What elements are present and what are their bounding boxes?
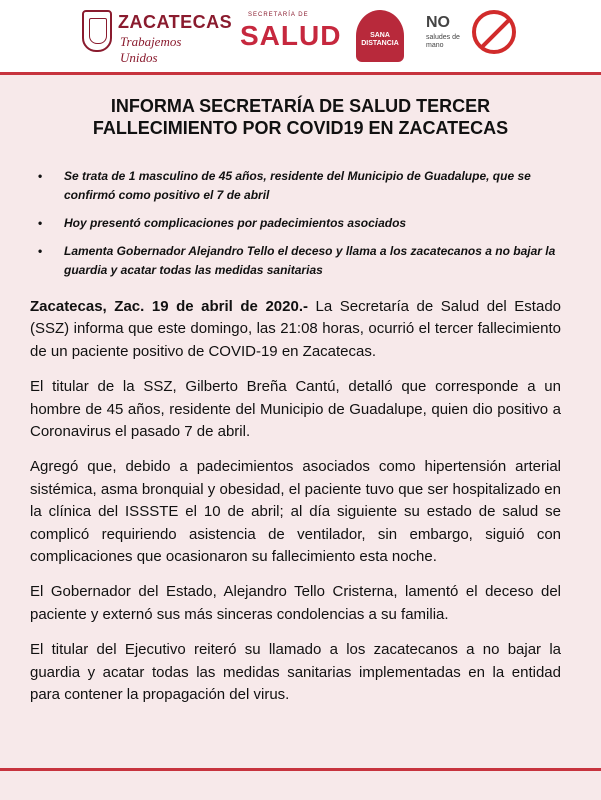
salud-logo-main: SALUD — [240, 20, 342, 51]
dateline: Zacatecas, Zac. 19 de abril de 2020.- — [30, 298, 308, 315]
bullet-item: • Hoy presentó complicaciones por padecimientos asociados — [38, 214, 568, 233]
paragraph-1-text: La Secretaría de Salud del Estado (SSZ) informa que este domingo, las 21:08 horas, ocurrió el tercer fallecimiento de un paciente positivo de COVID-19 en Zacatecas. — [30, 298, 561, 360]
title-line-2: FALLECIMIENTO POR COVID19 EN ZACATECAS — [92, 118, 509, 138]
coat-of-arms-icon — [82, 10, 112, 52]
paragraph-2: El titular de la SSZ, Gilberto Breña Cantú, detalló que corresponde a un hombre de 45 años, residente del Municipio de Guadalupe, quien dio positivo a Coronavirus el pasado 7 de abril. — [30, 378, 561, 441]
page-title — [30, 95, 571, 139]
header-divider — [0, 72, 601, 75]
bullet-item: • Se trata de 1 masculino de 45 años, residente del Municipio de Guadalupe, que se confirmó como positivo el 7 de abril — [38, 167, 568, 205]
press-release-body — [30, 296, 561, 720]
footer-divider — [0, 768, 601, 771]
summary-bullets — [38, 167, 568, 289]
paragraph-1 — [30, 296, 561, 363]
paragraph-3: Agregó que, debido a padecimientos asociados como hipertensión arterial sistémica, asma bronquial y obesidad, el paciente tuvo que ser hospitalizado en la clínica del ISSSTE el 10 de abril; al día siguiente su estado de salud se complicó requiriendo asistencia de ventilador, sin embargo, siguió con complicaciones que ocasionaron su fallecimiento esta noche. — [30, 458, 561, 566]
sana-distancia-badge — [356, 10, 404, 62]
no-handshake-icon — [472, 10, 516, 54]
zacatecas-tagline: Trabajemos Unidos — [120, 34, 182, 65]
paragraph-4: El Gobernador del Estado, Alejandro Tello Cristerna, lamentó el deceso del paciente y externó sus más sinceras condolencias a su familia. — [30, 583, 561, 623]
secretaria-salud-logo — [240, 10, 340, 60]
bullet-item: • Lamenta Gobernador Alejandro Tello el deceso y llama a los zacatecanos a no bajar la guardia y acatar todas las medidas sanitarias — [38, 242, 568, 280]
zacatecas-logo — [82, 8, 233, 65]
paragraph-5: El titular del Ejecutivo reiteró su llamado a los zacatecanos a no bajar la guardia y acatar todas las medidas sanitarias implementadas en la entidad para contener la propagación del virus. — [30, 641, 561, 704]
no-saludes-logo — [426, 10, 526, 60]
title-line-1: INFORMA SECRETARÍA DE SALUD TERCER — [110, 96, 491, 116]
salud-logo-top: SECRETARÍA DE — [248, 12, 309, 18]
letterhead — [0, 0, 601, 72]
no-saludes-subtitle: saludes de mano — [426, 34, 460, 49]
no-word: NO — [426, 14, 450, 31]
zacatecas-name: ZACATECAS — [118, 12, 233, 32]
badge-text: SANA DISTANCIA — [361, 32, 399, 47]
